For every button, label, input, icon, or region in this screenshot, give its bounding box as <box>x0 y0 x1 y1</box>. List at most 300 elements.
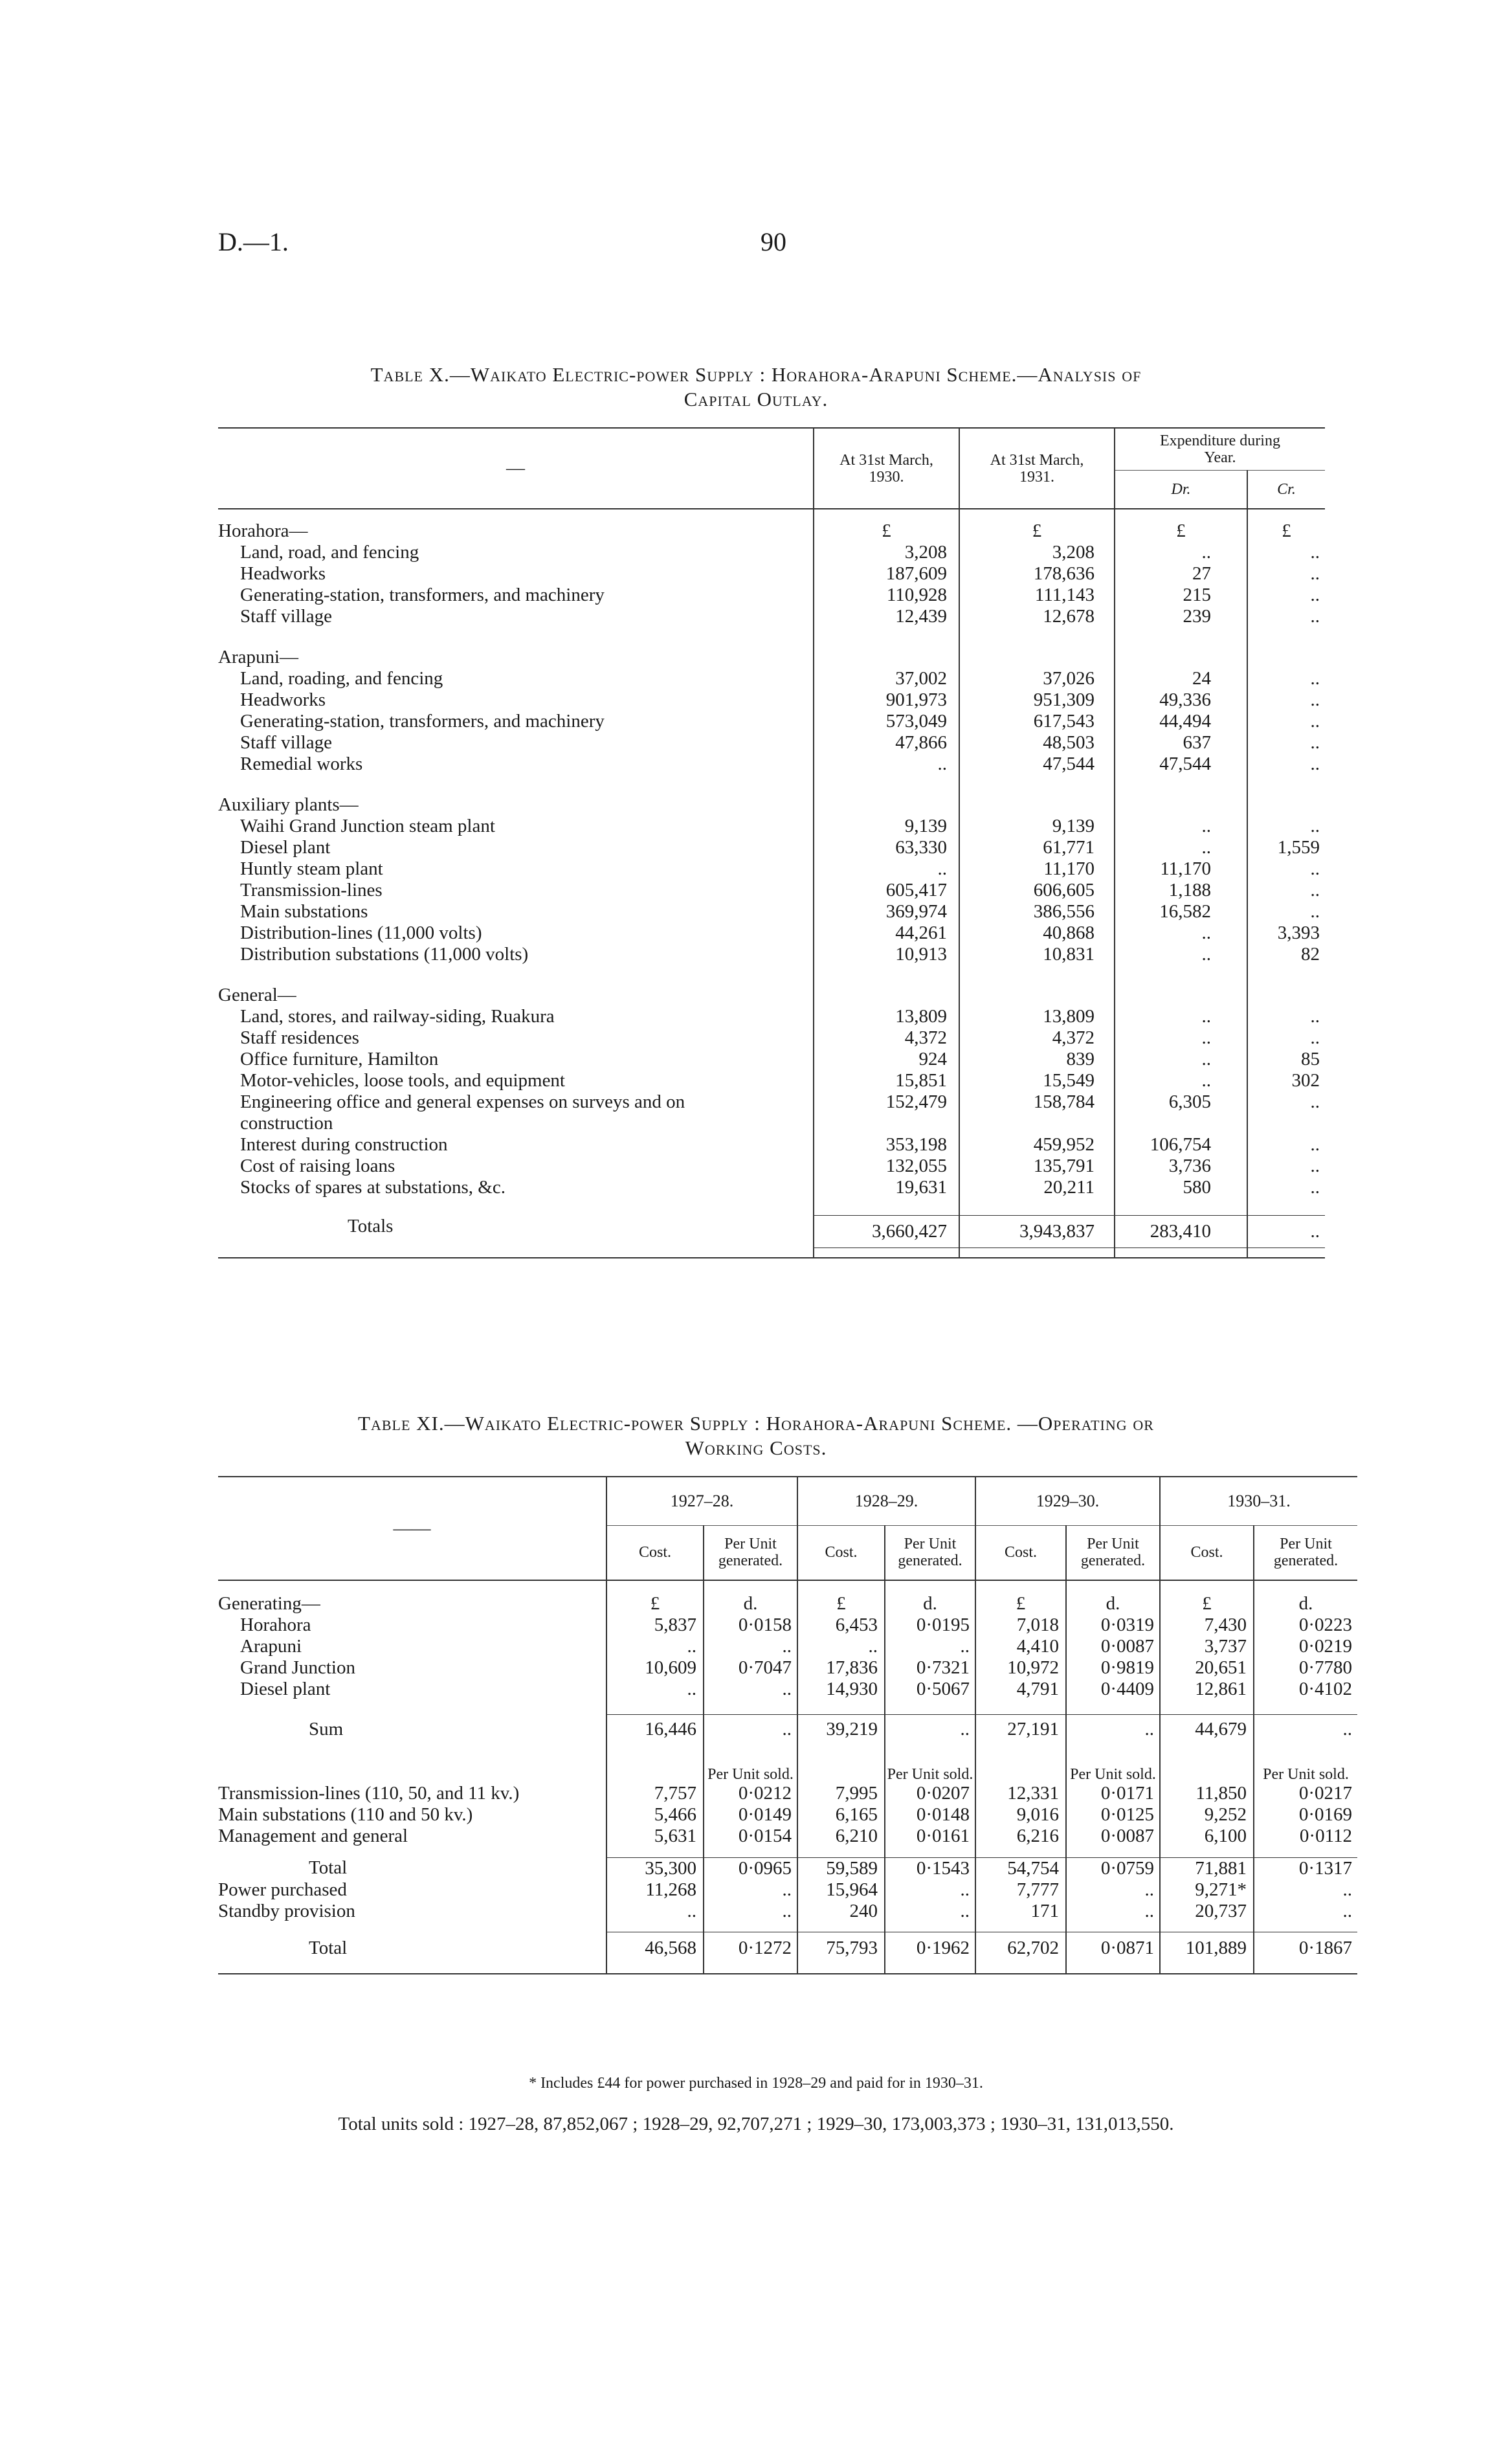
value-1930: 187,609 <box>814 563 959 585</box>
value-dr: 1,188 <box>1115 880 1247 901</box>
table-cell <box>975 1700 1066 1714</box>
cost-header: Cost. <box>975 1525 1066 1580</box>
value-1931: 178,636 <box>959 563 1115 585</box>
table-cell <box>1115 1247 1247 1258</box>
cost-value: 27,191 <box>975 1714 1066 1744</box>
table-cell <box>1066 1744 1160 1766</box>
value-1931: 951,309 <box>959 689 1115 711</box>
value-cr: .. <box>1247 816 1325 837</box>
cost-header: Cost. <box>797 1525 885 1580</box>
table-row <box>218 1657 1357 1679</box>
totals-1931: 3,943,837 <box>959 1215 1115 1247</box>
table-cell <box>1160 1965 1254 1974</box>
table-cell <box>606 1766 704 1783</box>
spacer-row <box>218 775 1325 794</box>
cost-value: 10,609 <box>606 1657 704 1679</box>
row-label: Stocks of spares at substations, &c. <box>240 1177 506 1198</box>
table-cell <box>814 985 959 1006</box>
per-unit-value: 0·0223 <box>1254 1615 1357 1636</box>
table-cell <box>1247 775 1325 794</box>
value-1930: 37,002 <box>814 668 959 689</box>
value-cr: .. <box>1247 668 1325 689</box>
value-1931: 135,791 <box>959 1156 1115 1177</box>
table-cell <box>606 1700 704 1714</box>
per-unit-value: 0·4102 <box>1254 1679 1357 1700</box>
cost-value: 15,964 <box>797 1879 885 1901</box>
table-cell <box>1247 965 1325 985</box>
value-cr: .. <box>1247 880 1325 901</box>
table-row <box>218 1636 1357 1657</box>
value-1930: 10,913 <box>814 944 959 965</box>
per-unit-value: .. <box>1254 1879 1357 1901</box>
value-1930: 4,372 <box>814 1027 959 1049</box>
pence-sign: d. <box>704 1593 797 1615</box>
value-1930: 3,208 <box>814 542 959 563</box>
value-cr: .. <box>1247 1091 1325 1134</box>
row-label: Standby provision <box>218 1900 355 1921</box>
value-cr: 3,393 <box>1247 922 1325 944</box>
per-unit-value: .. <box>704 1714 797 1744</box>
spacer-row <box>218 1580 1357 1593</box>
group-title-row <box>218 647 1325 668</box>
table-row <box>218 754 1325 775</box>
table-cell <box>814 1198 959 1215</box>
page-reference: D.—1. <box>218 227 289 256</box>
table-cell <box>1160 1922 1254 1932</box>
table-cell <box>797 1700 885 1714</box>
group-title: Arapuni— <box>218 647 299 667</box>
value-1931: 11,170 <box>959 858 1115 880</box>
table-cell <box>885 1744 975 1766</box>
table-row <box>218 837 1325 858</box>
value-dr: 24 <box>1115 668 1247 689</box>
value-dr: 11,170 <box>1115 858 1247 880</box>
cost-value: 9,252 <box>1160 1804 1254 1826</box>
table-cell <box>1160 1744 1254 1766</box>
value-1931: 37,026 <box>959 668 1115 689</box>
table-cell <box>1247 1247 1325 1258</box>
per-unit-value: .. <box>704 1901 797 1922</box>
page-number: 90 <box>761 227 786 256</box>
value-dr: .. <box>1115 816 1247 837</box>
totals-label: Totals <box>218 1215 814 1247</box>
value-1930: 901,973 <box>814 689 959 711</box>
totals-1930: 3,660,427 <box>814 1215 959 1247</box>
value-cr: .. <box>1247 1027 1325 1049</box>
table-cell <box>797 1847 885 1857</box>
value-1930: 132,055 <box>814 1156 959 1177</box>
cost-value: 12,861 <box>1160 1679 1254 1700</box>
table-cell <box>814 1247 959 1258</box>
table-cell <box>218 1247 814 1258</box>
table-cell <box>1254 1922 1357 1932</box>
currency-sign: £ <box>975 1593 1066 1615</box>
row-label: Remedial works <box>240 754 363 774</box>
value-1931: 20,211 <box>959 1177 1115 1198</box>
cost-value: 75,793 <box>797 1932 885 1965</box>
group-title: Auxiliary plants— <box>218 794 359 815</box>
table-row <box>218 1177 1325 1198</box>
cost-value: 17,836 <box>797 1657 885 1679</box>
row-label: Grand Junction <box>240 1657 355 1678</box>
cost-value: 6,210 <box>797 1826 885 1847</box>
per-unit-value: 0·0319 <box>1066 1615 1160 1636</box>
per-unit-value: .. <box>885 1636 975 1657</box>
value-1931: 158,784 <box>959 1091 1115 1134</box>
row-label: Arapuni <box>240 1636 302 1657</box>
table-cell <box>1115 775 1247 794</box>
table-cell <box>959 794 1115 816</box>
cost-value: 6,165 <box>797 1804 885 1826</box>
per-unit-value: .. <box>1254 1714 1357 1744</box>
row-label: Cost of raising loans <box>240 1156 395 1176</box>
table-cell <box>885 1847 975 1857</box>
per-unit-sold-header: Per Unit sold. <box>1254 1766 1357 1783</box>
value-1931: 3,208 <box>959 542 1115 563</box>
per-unit-generated-header: Per Unit generated. <box>1254 1525 1357 1580</box>
spacer-row <box>218 1247 1325 1258</box>
value-1930: 369,974 <box>814 901 959 922</box>
value-cr: .. <box>1247 1134 1325 1156</box>
table10-header-dr: Dr. <box>1115 470 1247 509</box>
cost-value: .. <box>606 1679 704 1700</box>
cost-value: 3,737 <box>1160 1636 1254 1657</box>
cost-value: 59,589 <box>797 1857 885 1879</box>
value-1930: 605,417 <box>814 880 959 901</box>
per-unit-sold-header: Per Unit sold. <box>704 1766 797 1783</box>
table-cell <box>885 1922 975 1932</box>
per-unit-value: 0·0759 <box>1066 1857 1160 1879</box>
cost-value: 7,430 <box>1160 1615 1254 1636</box>
table-cell <box>797 1766 885 1783</box>
table-cell <box>959 627 1115 647</box>
value-1931: 12,678 <box>959 606 1115 627</box>
spacer-row <box>218 627 1325 647</box>
table-cell <box>218 1580 606 1593</box>
table-cell <box>704 1922 797 1932</box>
cost-value: 6,216 <box>975 1826 1066 1847</box>
cost-value: 9,271* <box>1160 1879 1254 1901</box>
table-cell <box>1247 1198 1325 1215</box>
per-unit-value: 0·1543 <box>885 1857 975 1879</box>
table-row <box>218 901 1325 922</box>
table-cell <box>1160 1700 1254 1714</box>
table-cell <box>1066 1965 1160 1974</box>
cost-value: 46,568 <box>606 1932 704 1965</box>
table-cell <box>606 1965 704 1974</box>
table-cell <box>1247 627 1325 647</box>
table-cell <box>975 1965 1066 1974</box>
per-unit-value: 0·0965 <box>704 1857 797 1879</box>
per-unit-value: 0·0161 <box>885 1826 975 1847</box>
table-cell <box>1160 1580 1254 1593</box>
cost-value: .. <box>606 1901 704 1922</box>
per-unit-value: 0·5067 <box>885 1679 975 1700</box>
table-cell <box>959 775 1115 794</box>
table-cell <box>704 1580 797 1593</box>
value-dr: 49,336 <box>1115 689 1247 711</box>
value-dr: .. <box>1115 944 1247 965</box>
table-cell <box>975 1580 1066 1593</box>
value-1930: 15,851 <box>814 1070 959 1091</box>
table-row <box>218 922 1325 944</box>
table10-header-1930: At 31st March, 1930. <box>814 428 959 509</box>
per-unit-value: .. <box>885 1901 975 1922</box>
per-unit-value: 0·0169 <box>1254 1804 1357 1826</box>
table11-caption-line1: Table XI.—Waikato Electric-power Supply : Horahora-Arapuni Scheme. —Operating or <box>358 1412 1154 1435</box>
per-unit-value: .. <box>1066 1879 1160 1901</box>
table10-header-expenditure: Expenditure during Year. <box>1115 428 1325 470</box>
table-cell <box>606 1847 704 1857</box>
value-dr: .. <box>1115 1006 1247 1027</box>
per-unit-sold-header: Per Unit sold. <box>885 1766 975 1783</box>
row-label: Land, road, and fencing <box>240 542 419 563</box>
table-cell <box>885 1700 975 1714</box>
group-title-row <box>218 1593 1357 1615</box>
value-dr: 637 <box>1115 732 1247 754</box>
per-unit-value: 0·1962 <box>885 1932 975 1965</box>
row-label: Sum <box>309 1718 344 1739</box>
per-unit-value: 0·0195 <box>885 1615 975 1636</box>
table11-desc-header: —— <box>218 1477 606 1580</box>
value-1930: 47,866 <box>814 732 959 754</box>
row-label: Motor-vehicles, loose tools, and equipment <box>240 1070 565 1091</box>
table-row <box>218 1156 1325 1177</box>
per-unit-value: 0·0087 <box>1066 1636 1160 1657</box>
per-unit-generated-header: Per Unit generated. <box>704 1525 797 1580</box>
value-1931: 15,549 <box>959 1070 1115 1091</box>
row-label: Staff residences <box>240 1027 359 1048</box>
cost-value: 6,453 <box>797 1615 885 1636</box>
row-label: Diesel plant <box>240 1679 331 1699</box>
cost-header: Cost. <box>1160 1525 1254 1580</box>
cost-value: 44,679 <box>1160 1714 1254 1744</box>
value-1931: 10,831 <box>959 944 1115 965</box>
table-cell <box>1115 627 1247 647</box>
per-unit-value: 0·0212 <box>704 1783 797 1804</box>
value-cr: 85 <box>1247 1049 1325 1070</box>
table-row <box>218 1091 1325 1134</box>
row-label: Land, stores, and railway-siding, Ruakura <box>240 1006 555 1027</box>
value-1930: 924 <box>814 1049 959 1070</box>
table-row <box>218 858 1325 880</box>
row-label: Headworks <box>240 689 326 710</box>
per-unit-value: .. <box>885 1879 975 1901</box>
group-title: General— <box>218 985 296 1005</box>
per-unit-generated-header: Per Unit generated. <box>1066 1525 1160 1580</box>
row-label: Horahora <box>240 1615 311 1635</box>
table-cell <box>218 1198 814 1215</box>
table-cell <box>1115 985 1247 1006</box>
per-unit-value: .. <box>885 1714 975 1744</box>
cost-value: 10,972 <box>975 1657 1066 1679</box>
row-label: Main substations <box>240 901 368 922</box>
group-title-row <box>218 794 1325 816</box>
per-unit-value: 0·0087 <box>1066 1826 1160 1847</box>
table-row <box>218 1679 1357 1700</box>
table-cell <box>959 509 1115 520</box>
table-cell <box>1115 965 1247 985</box>
table-cell <box>1066 1922 1160 1932</box>
table-cell <box>797 1922 885 1932</box>
table-row <box>218 1783 1357 1804</box>
table-cell <box>1160 1847 1254 1857</box>
value-cr: .. <box>1247 563 1325 585</box>
value-dr: 3,736 <box>1115 1156 1247 1177</box>
table-row <box>218 1804 1357 1826</box>
table-row <box>218 542 1325 563</box>
total-units-sold: Total units sold : 1927–28, 87,852,067 ; 1928–29, 92,707,271 ; 1929–30, 173,003,373 ; 1930–31, 131,013,550. <box>338 2114 1174 2134</box>
table11-operating-costs <box>218 1476 1357 1974</box>
pence-sign: d. <box>1066 1593 1160 1615</box>
value-1930: 353,198 <box>814 1134 959 1156</box>
row-label: Total <box>309 1938 348 1958</box>
row-label: Distribution-lines (11,000 volts) <box>240 922 482 943</box>
spacer-row <box>218 1922 1357 1932</box>
table11-footnote: * Includes £44 for power purchased in 1928–29 and paid for in 1930–31. <box>529 2075 983 2092</box>
table-cell <box>218 1922 606 1932</box>
value-cr: .. <box>1247 901 1325 922</box>
value-dr: 6,305 <box>1115 1091 1247 1134</box>
cost-value: 5,466 <box>606 1804 704 1826</box>
value-dr: 215 <box>1115 585 1247 606</box>
per-unit-value: 0·0871 <box>1066 1932 1160 1965</box>
spacer-row <box>218 965 1325 985</box>
table-cell <box>814 509 959 520</box>
per-unit-value: 0·0171 <box>1066 1783 1160 1804</box>
per-unit-value: .. <box>1066 1714 1160 1744</box>
value-1931: 606,605 <box>959 880 1115 901</box>
cost-value: 11,850 <box>1160 1783 1254 1804</box>
table-cell <box>814 794 959 816</box>
value-dr: 27 <box>1115 563 1247 585</box>
table-row <box>218 563 1325 585</box>
table11-caption-line2: Working Costs. <box>685 1437 827 1459</box>
table-row <box>218 585 1325 606</box>
cost-value: 7,995 <box>797 1783 885 1804</box>
value-1931: 839 <box>959 1049 1115 1070</box>
table-row <box>218 1879 1357 1901</box>
row-label: Management and general <box>218 1826 408 1846</box>
per-unit-value: 0·0207 <box>885 1783 975 1804</box>
value-dr: .. <box>1115 1070 1247 1091</box>
cost-value: 14,930 <box>797 1679 885 1700</box>
value-1931: 9,139 <box>959 816 1115 837</box>
table-cell <box>218 1847 606 1857</box>
row-label: Staff village <box>240 606 333 627</box>
table-cell <box>975 1847 1066 1857</box>
value-1931: 61,771 <box>959 837 1115 858</box>
spacer-row <box>218 1847 1357 1857</box>
group-title-row <box>218 520 1325 542</box>
cost-value: .. <box>797 1636 885 1657</box>
cost-value: 35,300 <box>606 1857 704 1879</box>
table-row <box>218 606 1325 627</box>
table-cell <box>959 1247 1115 1258</box>
currency-sign: £ <box>959 520 1115 542</box>
table-cell <box>218 775 814 794</box>
per-unit-value: 0·0219 <box>1254 1636 1357 1657</box>
table-cell <box>1066 1700 1160 1714</box>
spacer-row <box>218 1965 1357 1974</box>
value-dr: 44,494 <box>1115 711 1247 732</box>
table-cell <box>606 1580 704 1593</box>
per-unit-value: .. <box>704 1679 797 1700</box>
value-1930: 152,479 <box>814 1091 959 1134</box>
cost-value: 11,268 <box>606 1879 704 1901</box>
value-1930: 13,809 <box>814 1006 959 1027</box>
table10-header-1931: At 31st March, 1931. <box>959 428 1115 509</box>
table10-header-cr: Cr. <box>1247 470 1325 509</box>
per-unit-value: .. <box>1066 1901 1160 1922</box>
table-cell <box>1115 1198 1247 1215</box>
currency-sign: £ <box>797 1593 885 1615</box>
spacer-row <box>218 1198 1325 1215</box>
value-1930: 110,928 <box>814 585 959 606</box>
value-1930: 63,330 <box>814 837 959 858</box>
cost-value: 20,651 <box>1160 1657 1254 1679</box>
value-1931: 47,544 <box>959 754 1115 775</box>
table-row <box>218 1134 1325 1156</box>
cost-value: 240 <box>797 1901 885 1922</box>
cost-value: 16,446 <box>606 1714 704 1744</box>
table-cell <box>218 1700 606 1714</box>
value-1931: 40,868 <box>959 922 1115 944</box>
group-title: Horahora— <box>218 520 308 541</box>
table-cell <box>975 1766 1066 1783</box>
currency-sign: £ <box>606 1593 704 1615</box>
spacer-row <box>218 1744 1357 1766</box>
table-cell <box>704 1847 797 1857</box>
value-1930: 12,439 <box>814 606 959 627</box>
per-unit-value: 0·9819 <box>1066 1657 1160 1679</box>
value-dr: .. <box>1115 1027 1247 1049</box>
table-cell <box>1247 985 1325 1006</box>
value-1931: 4,372 <box>959 1027 1115 1049</box>
row-label: Transmission-lines <box>240 880 383 900</box>
sum-row <box>218 1714 1357 1744</box>
value-1931: 386,556 <box>959 901 1115 922</box>
cost-value: 6,100 <box>1160 1826 1254 1847</box>
per-unit-value: 0·0149 <box>704 1804 797 1826</box>
table-row <box>218 732 1325 754</box>
table-cell <box>1254 1847 1357 1857</box>
table-row <box>218 944 1325 965</box>
value-cr: .. <box>1247 754 1325 775</box>
group-title: Generating— <box>218 1593 320 1614</box>
value-dr: 16,582 <box>1115 901 1247 922</box>
table-cell <box>1160 1766 1254 1783</box>
per-unit-sold-header: Per Unit sold. <box>1066 1766 1160 1783</box>
table-cell <box>218 627 814 647</box>
per-unit-value: 0·0125 <box>1066 1804 1160 1826</box>
value-cr: .. <box>1247 732 1325 754</box>
table10-capital-outlay <box>218 427 1325 1258</box>
year-header-row <box>218 1477 1357 1525</box>
row-label: Headworks <box>240 563 326 584</box>
table-cell <box>975 1744 1066 1766</box>
table-cell <box>218 509 814 520</box>
value-cr: .. <box>1247 1177 1325 1198</box>
table-cell <box>1254 1744 1357 1766</box>
spacer-row <box>218 509 1325 520</box>
cost-header: Cost. <box>606 1525 704 1580</box>
per-unit-value: 0·1272 <box>704 1932 797 1965</box>
value-dr: .. <box>1115 922 1247 944</box>
table10-desc-header: — <box>218 428 814 509</box>
currency-sign: £ <box>1247 520 1325 542</box>
row-label: Interest during construction <box>240 1134 448 1155</box>
